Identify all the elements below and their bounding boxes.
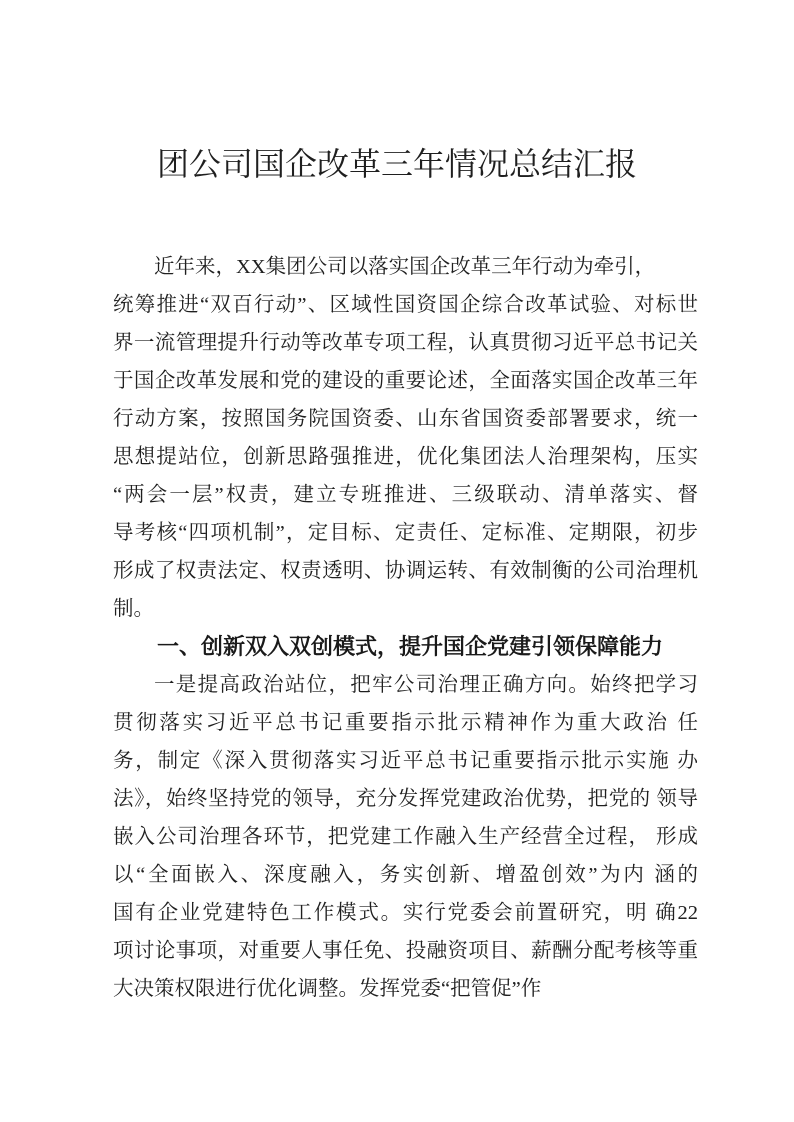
text-line: 思想提站位，创新思路强推进，优化集团法人治理架构，压实: [113, 446, 698, 468]
text-line: 大决策权限进行优化调整。发挥党委“把管促”作: [113, 978, 542, 1000]
paragraph-2: [113, 666, 698, 1008]
text-line: 务，制定《深入贯彻落实习近平总书记重要指示批示实施 办: [113, 750, 698, 772]
text-line: 制。: [113, 598, 154, 620]
text-line: 以“全面嵌入、深度融入，务实创新、增盈创效”为内 涵的: [113, 864, 698, 886]
text-line: 贯彻落实习近平总书记重要指示批示精神作为重大政治 任: [113, 712, 698, 734]
text-line: 导考核“四项机制”，定目标、定责任、定标准、定期限，初步: [113, 522, 698, 544]
text-line: 于国企改革发展和党的建设的重要论述，全面落实国企改革三年: [113, 370, 698, 392]
text-line: “两会一层”权责，建立专班推进、三级联动、清单落实、督: [113, 484, 698, 506]
text-line: 统筹推进“双百行动”、区域性国资国企综合改革试验、对标世: [113, 294, 698, 316]
text-line: 形成了权责法定、权责透明、协调运转、有效制衡的公司治理机: [113, 560, 698, 582]
text-line: 界一流管理提升行动等改革专项工程，认真贯彻习近平总书记关: [113, 332, 698, 354]
text-line: 近年来，XX集团公司以落实国企改革三年行动为牵引，: [154, 256, 656, 278]
text-line: 项讨论事项，对重要人事任免、投融资项目、薪酬分配考核等重: [113, 940, 698, 962]
paragraph-1: [113, 248, 698, 628]
text-line: 国有企业党建特色工作模式。实行党委会前置研究，明 确22: [113, 902, 698, 924]
document-body: [0, 248, 698, 1008]
text-line: 嵌入公司治理各环节，把党建工作融入生产经营全过程， 形成: [113, 826, 698, 848]
section-heading-1: 一、创新双入双创模式，提升国企党建引领保障能力: [157, 634, 664, 659]
text-line: 行动方案，按照国务院国资委、山东省国资委部署要求，统一: [113, 408, 698, 430]
text-line: 法》，始终坚持党的领导，充分发挥党建政治优势，把党的 领导: [113, 788, 698, 810]
document-title: 团公司国企改革三年情况总结汇报: [156, 146, 637, 182]
text-line: 一是提高政治站位，把牢公司治理正确方向。始终把学习: [154, 674, 698, 696]
